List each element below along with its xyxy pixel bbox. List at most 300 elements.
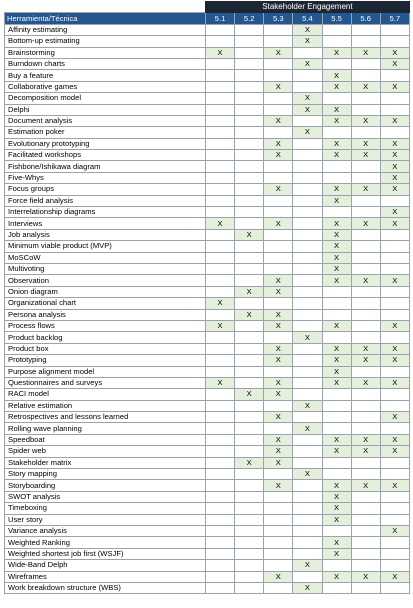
mark-cell-empty (206, 286, 235, 297)
mark-cell-checked: X (351, 355, 380, 366)
mark-cell-checked: X (206, 320, 235, 331)
mark-cell-checked: X (264, 480, 293, 491)
mark-cell-empty (235, 36, 264, 47)
mark-cell-checked: X (351, 115, 380, 126)
mark-cell-checked: X (293, 332, 322, 343)
mark-cell-empty (264, 70, 293, 81)
mark-cell-empty (264, 537, 293, 548)
mark-cell-checked: X (322, 434, 351, 445)
mark-cell-empty (351, 537, 380, 548)
technique-name: Product box (5, 343, 206, 354)
mark-cell-checked: X (380, 355, 409, 366)
mark-cell-empty (351, 332, 380, 343)
mark-cell-empty (206, 525, 235, 536)
mark-cell-empty (380, 400, 409, 411)
mark-cell-empty (322, 58, 351, 69)
technique-name: Spider web (5, 446, 206, 457)
technique-name: Delphi (5, 104, 206, 115)
mark-cell-empty (235, 491, 264, 502)
column-header-5-4: 5.4 (293, 13, 322, 24)
mark-cell-empty (206, 469, 235, 480)
mark-cell-empty (293, 537, 322, 548)
mark-cell-empty (380, 389, 409, 400)
table-row (5, 207, 410, 218)
table-row (5, 423, 410, 434)
mark-cell-empty (206, 366, 235, 377)
mark-cell-empty (380, 457, 409, 468)
mark-cell-empty (293, 252, 322, 263)
mark-cell-empty (380, 36, 409, 47)
mark-cell-empty (380, 252, 409, 263)
mark-cell-empty (322, 469, 351, 480)
technique-name: Observation (5, 275, 206, 286)
mark-cell-empty (206, 514, 235, 525)
top-left-blank (5, 2, 206, 13)
mark-cell-empty (235, 366, 264, 377)
mark-cell-checked: X (351, 47, 380, 58)
mark-cell-empty (322, 560, 351, 571)
table-row (5, 252, 410, 263)
table-row (5, 320, 410, 331)
technique-name: SWOT analysis (5, 491, 206, 502)
mark-cell-empty (264, 172, 293, 183)
mark-cell-empty (380, 24, 409, 35)
mark-cell-empty (235, 320, 264, 331)
mark-cell-empty (322, 412, 351, 423)
mark-cell-checked: X (380, 434, 409, 445)
mark-cell-empty (293, 150, 322, 161)
technique-name: Process flows (5, 320, 206, 331)
mark-cell-empty (206, 70, 235, 81)
technique-name: Collaborative games (5, 81, 206, 92)
mark-cell-empty (351, 320, 380, 331)
mark-cell-checked: X (322, 115, 351, 126)
table-row (5, 218, 410, 229)
technique-name: Retrospectives and lessons learned (5, 412, 206, 423)
mark-cell-empty (322, 172, 351, 183)
mark-cell-checked: X (293, 469, 322, 480)
mark-cell-empty (206, 275, 235, 286)
mark-cell-empty (380, 560, 409, 571)
technique-name: Persona analysis (5, 309, 206, 320)
mark-cell-checked: X (206, 377, 235, 388)
mark-cell-empty (293, 571, 322, 582)
mark-cell-empty (293, 241, 322, 252)
mark-cell-checked: X (322, 263, 351, 274)
mark-cell-checked: X (380, 115, 409, 126)
table-row (5, 47, 410, 58)
mark-cell-checked: X (264, 309, 293, 320)
mark-cell-empty (235, 480, 264, 491)
mark-cell-empty (206, 503, 235, 514)
mark-cell-empty (206, 207, 235, 218)
mark-cell-checked: X (380, 343, 409, 354)
mark-cell-empty (293, 457, 322, 468)
mark-cell-empty (351, 172, 380, 183)
table-row (5, 195, 410, 206)
mark-cell-empty (293, 184, 322, 195)
mark-cell-empty (206, 548, 235, 559)
mark-cell-empty (264, 263, 293, 274)
mark-cell-empty (264, 582, 293, 593)
technique-table (4, 1, 410, 594)
mark-cell-empty (264, 503, 293, 514)
column-header-5-1: 5.1 (206, 13, 235, 24)
technique-name: Stakeholder matrix (5, 457, 206, 468)
mark-cell-empty (206, 389, 235, 400)
mark-cell-empty (264, 548, 293, 559)
mark-cell-empty (322, 389, 351, 400)
technique-name: Relative estimation (5, 400, 206, 411)
mark-cell-empty (264, 400, 293, 411)
mark-cell-checked: X (293, 582, 322, 593)
technique-name: Product backlog (5, 332, 206, 343)
mark-cell-empty (351, 514, 380, 525)
mark-cell-checked: X (235, 389, 264, 400)
mark-cell-empty (380, 70, 409, 81)
mark-cell-empty (235, 377, 264, 388)
table-row (5, 309, 410, 320)
mark-cell-empty (264, 252, 293, 263)
mark-cell-empty (380, 309, 409, 320)
table-row (5, 446, 410, 457)
mark-cell-checked: X (351, 275, 380, 286)
mark-cell-checked: X (322, 514, 351, 525)
mark-cell-checked: X (380, 377, 409, 388)
mark-cell-checked: X (322, 343, 351, 354)
mark-cell-checked: X (264, 571, 293, 582)
mark-cell-empty (322, 309, 351, 320)
mark-cell-empty (264, 229, 293, 240)
mark-cell-empty (235, 537, 264, 548)
mark-cell-empty (351, 161, 380, 172)
column-header-5-7: 5.7 (380, 13, 409, 24)
technique-name: Evolutionary prototyping (5, 138, 206, 149)
technique-name: User story (5, 514, 206, 525)
mark-cell-empty (293, 47, 322, 58)
mark-cell-empty (206, 161, 235, 172)
mark-cell-empty (264, 469, 293, 480)
mark-cell-empty (235, 514, 264, 525)
mark-cell-checked: X (351, 446, 380, 457)
mark-cell-empty (206, 104, 235, 115)
mark-cell-empty (351, 24, 380, 35)
table-row (5, 400, 410, 411)
technique-name: Prototyping (5, 355, 206, 366)
mark-cell-empty (293, 263, 322, 274)
mark-cell-empty (293, 434, 322, 445)
table-row (5, 229, 410, 240)
mark-cell-empty (380, 229, 409, 240)
mark-cell-empty (264, 93, 293, 104)
mark-cell-empty (235, 446, 264, 457)
mark-cell-empty (235, 560, 264, 571)
mark-cell-empty (235, 343, 264, 354)
table-row (5, 377, 410, 388)
mark-cell-checked: X (293, 560, 322, 571)
technique-name: Force field analysis (5, 195, 206, 206)
group-header-row (5, 2, 410, 13)
table-row (5, 355, 410, 366)
mark-cell-checked: X (264, 81, 293, 92)
mark-cell-empty (235, 434, 264, 445)
mark-cell-empty (235, 93, 264, 104)
technique-name: Weighted shortest job first (WSJF) (5, 548, 206, 559)
mark-cell-empty (293, 286, 322, 297)
mark-cell-empty (380, 127, 409, 138)
mark-cell-empty (293, 195, 322, 206)
mark-cell-empty (264, 195, 293, 206)
technique-name: RACI model (5, 389, 206, 400)
column-header-5-6: 5.6 (351, 13, 380, 24)
mark-cell-checked: X (293, 104, 322, 115)
mark-cell-empty (264, 104, 293, 115)
mark-cell-empty (206, 491, 235, 502)
mark-cell-checked: X (322, 548, 351, 559)
mark-cell-empty (235, 582, 264, 593)
technique-name: Story mapping (5, 469, 206, 480)
mark-cell-empty (380, 298, 409, 309)
technique-name: Storyboarding (5, 480, 206, 491)
technique-name: Wide-Band Delph (5, 560, 206, 571)
mark-cell-checked: X (322, 241, 351, 252)
mark-cell-empty (264, 161, 293, 172)
technique-name: Fishbone/Ishikawa diagram (5, 161, 206, 172)
mark-cell-empty (206, 355, 235, 366)
mark-cell-empty (351, 93, 380, 104)
mark-cell-empty (322, 400, 351, 411)
mark-cell-empty (206, 571, 235, 582)
mark-cell-empty (380, 332, 409, 343)
mark-cell-empty (351, 70, 380, 81)
mark-cell-empty (264, 36, 293, 47)
mark-cell-checked: X (380, 81, 409, 92)
mark-cell-empty (235, 138, 264, 149)
mark-cell-empty (293, 115, 322, 126)
mark-cell-checked: X (380, 150, 409, 161)
mark-cell-checked: X (380, 138, 409, 149)
mark-cell-empty (235, 252, 264, 263)
column-header-row (5, 13, 410, 24)
technique-name: Weighted Ranking (5, 537, 206, 548)
mark-cell-empty (235, 81, 264, 92)
mark-cell-empty (206, 184, 235, 195)
mark-cell-empty (351, 389, 380, 400)
mark-cell-empty (235, 548, 264, 559)
mark-cell-empty (235, 355, 264, 366)
mark-cell-empty (351, 263, 380, 274)
mark-cell-empty (264, 560, 293, 571)
technique-name: Rolling wave planning (5, 423, 206, 434)
mark-cell-empty (293, 218, 322, 229)
table-row (5, 104, 410, 115)
mark-cell-checked: X (380, 47, 409, 58)
technique-name: Bottom-up estimating (5, 36, 206, 47)
technique-name: Wireframes (5, 571, 206, 582)
mark-cell-empty (235, 423, 264, 434)
mark-cell-empty (322, 525, 351, 536)
mark-cell-empty (380, 104, 409, 115)
mark-cell-empty (206, 195, 235, 206)
mark-cell-empty (293, 207, 322, 218)
mark-cell-empty (235, 241, 264, 252)
mark-cell-empty (293, 309, 322, 320)
technique-name: Focus groups (5, 184, 206, 195)
mark-cell-empty (206, 423, 235, 434)
mark-cell-checked: X (380, 275, 409, 286)
table-row (5, 389, 410, 400)
mark-cell-empty (235, 172, 264, 183)
mark-cell-empty (351, 503, 380, 514)
mark-cell-checked: X (380, 172, 409, 183)
mark-cell-checked: X (206, 298, 235, 309)
mark-cell-checked: X (293, 36, 322, 47)
mark-cell-empty (351, 582, 380, 593)
mark-cell-empty (322, 207, 351, 218)
mark-cell-checked: X (264, 218, 293, 229)
table-row (5, 332, 410, 343)
mark-cell-empty (351, 469, 380, 480)
mark-cell-empty (235, 298, 264, 309)
mark-cell-empty (322, 93, 351, 104)
table-row (5, 298, 410, 309)
mark-cell-empty (351, 400, 380, 411)
technique-name: Purpose alignment model (5, 366, 206, 377)
table-row (5, 127, 410, 138)
mark-cell-empty (264, 366, 293, 377)
mark-cell-empty (293, 412, 322, 423)
technique-name: Onion diagram (5, 286, 206, 297)
mark-cell-empty (235, 184, 264, 195)
mark-cell-checked: X (351, 480, 380, 491)
mark-cell-checked: X (235, 229, 264, 240)
table-row (5, 343, 410, 354)
mark-cell-empty (351, 127, 380, 138)
mark-cell-empty (264, 24, 293, 35)
mark-cell-checked: X (293, 423, 322, 434)
mark-cell-checked: X (322, 81, 351, 92)
table-body (5, 24, 410, 594)
mark-cell-empty (293, 355, 322, 366)
table-row (5, 560, 410, 571)
technique-name: Interrelationship diagrams (5, 207, 206, 218)
mark-cell-checked: X (351, 218, 380, 229)
mark-cell-empty (264, 207, 293, 218)
mark-cell-empty (293, 138, 322, 149)
table-row (5, 81, 410, 92)
mark-cell-empty (206, 24, 235, 35)
mark-cell-checked: X (264, 47, 293, 58)
mark-cell-empty (322, 24, 351, 35)
mark-cell-empty (264, 525, 293, 536)
column-header-5-2: 5.2 (235, 13, 264, 24)
mark-cell-checked: X (380, 207, 409, 218)
mark-cell-empty (206, 58, 235, 69)
mark-cell-empty (235, 70, 264, 81)
mark-cell-empty (206, 332, 235, 343)
mark-cell-empty (235, 571, 264, 582)
mark-cell-empty (380, 469, 409, 480)
mark-cell-checked: X (293, 58, 322, 69)
mark-cell-empty (206, 229, 235, 240)
mark-cell-empty (351, 366, 380, 377)
mark-cell-empty (322, 423, 351, 434)
table-row (5, 366, 410, 377)
mark-cell-empty (293, 275, 322, 286)
mark-cell-empty (322, 582, 351, 593)
mark-cell-checked: X (264, 389, 293, 400)
mark-cell-empty (380, 491, 409, 502)
mark-cell-checked: X (322, 491, 351, 502)
mark-cell-empty (293, 298, 322, 309)
mark-cell-empty (206, 446, 235, 457)
mark-cell-empty (235, 400, 264, 411)
mark-cell-checked: X (351, 571, 380, 582)
table-row (5, 93, 410, 104)
technique-name: Speedboat (5, 434, 206, 445)
mark-cell-empty (322, 457, 351, 468)
mark-cell-checked: X (380, 218, 409, 229)
mark-cell-empty (351, 525, 380, 536)
mark-cell-empty (293, 320, 322, 331)
table-row (5, 469, 410, 480)
mark-cell-empty (351, 195, 380, 206)
mark-cell-empty (206, 309, 235, 320)
mark-cell-checked: X (322, 503, 351, 514)
mark-cell-empty (235, 218, 264, 229)
mark-cell-checked: X (264, 286, 293, 297)
mark-cell-checked: X (264, 377, 293, 388)
mark-cell-empty (351, 207, 380, 218)
mark-cell-empty (293, 480, 322, 491)
mark-cell-checked: X (264, 320, 293, 331)
table-row (5, 525, 410, 536)
mark-cell-empty (264, 491, 293, 502)
mark-cell-checked: X (264, 184, 293, 195)
mark-cell-checked: X (264, 138, 293, 149)
table-row (5, 150, 410, 161)
mark-cell-empty (293, 366, 322, 377)
mark-cell-empty (235, 263, 264, 274)
mark-cell-empty (293, 446, 322, 457)
mark-cell-checked: X (264, 355, 293, 366)
table-row (5, 138, 410, 149)
mark-cell-empty (235, 58, 264, 69)
mark-cell-empty (235, 24, 264, 35)
mark-cell-empty (235, 469, 264, 480)
mark-cell-empty (322, 298, 351, 309)
mark-cell-empty (206, 172, 235, 183)
technique-matrix (4, 1, 409, 594)
mark-cell-empty (351, 58, 380, 69)
mark-cell-empty (206, 400, 235, 411)
mark-cell-empty (351, 104, 380, 115)
column-header-5-3: 5.3 (264, 13, 293, 24)
mark-cell-empty (351, 560, 380, 571)
mark-cell-checked: X (293, 127, 322, 138)
mark-cell-checked: X (264, 434, 293, 445)
mark-cell-empty (351, 423, 380, 434)
mark-cell-empty (206, 150, 235, 161)
mark-cell-empty (351, 412, 380, 423)
mark-cell-empty (206, 560, 235, 571)
mark-cell-empty (206, 93, 235, 104)
technique-name: Decomposition model (5, 93, 206, 104)
mark-cell-empty (351, 457, 380, 468)
mark-cell-empty (351, 252, 380, 263)
mark-cell-empty (380, 537, 409, 548)
mark-cell-checked: X (322, 377, 351, 388)
